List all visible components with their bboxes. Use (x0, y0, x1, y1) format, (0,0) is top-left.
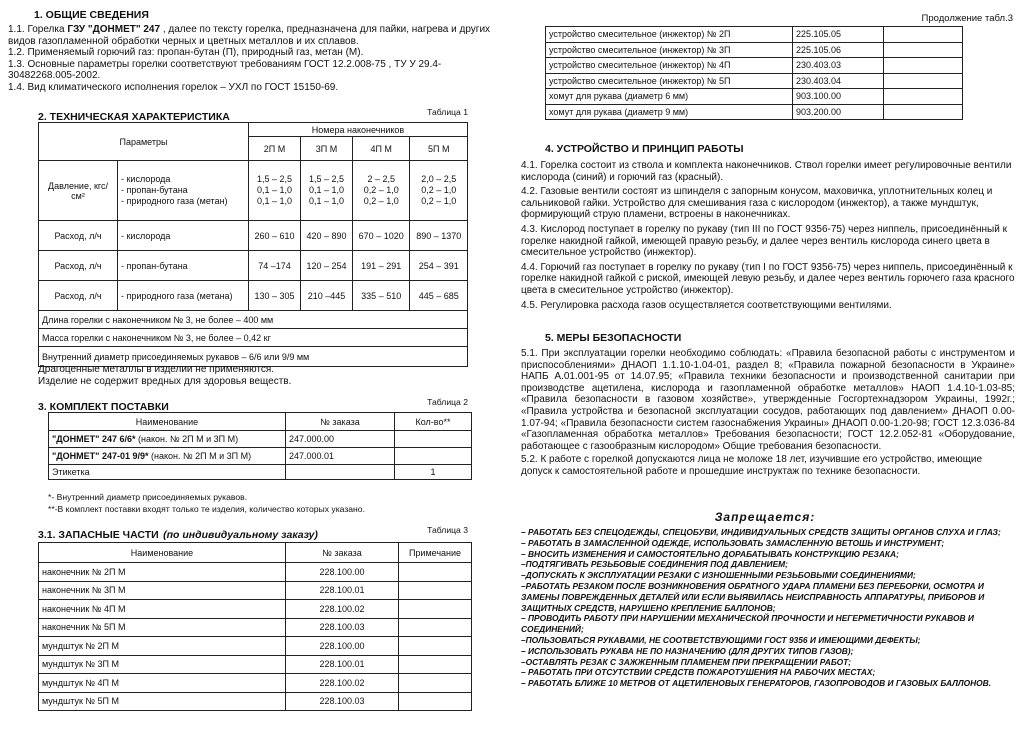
section-3-heading: 3. КОМПЛЕКТ ПОСТАВКИ Таблица 2 (38, 397, 468, 413)
section-31-heading: 3.1. ЗАПАСНЫЕ ЧАСТИ (по индивидуальному заказу) Таблица 3 (38, 525, 468, 541)
forbidden-item: – РАБОТАТЬ ПРИ ОТСУТСТВИИ СРЕДСТВ ПОЖАРОТУШЕНИЯ НА РАБОЧИХ МЕСТАХ; (521, 667, 876, 678)
mass-row: Масса горелки с наконечником № 3, не более – 0,42 кг (39, 329, 468, 347)
forbidden-item: – ИСПОЛЬЗОВАТЬ РУКАВА НЕ ПО НАЗНАЧЕНИЮ (ДЛЯ ДРУГИХ ТИПОВ ГАЗОВ); (521, 645, 854, 656)
section-5-body: 5.1. При эксплуатации горелки необходимо соблюдать: «Правила безопасной работы с инструментом и приспособлениями» ДНАОП 1.1.10-1.04-01, раздел 8; «Правила пожарной безопасности в Украине» НАПБ А.01.001-95 от 14.07.95; «Правила техники безопасности и производственной санитарии при производстве ацетилена, кислорода и газопламенной обработке металлов» НАОП 1.4.10-1.03-85; «Правила безопасности в газовом хозяйстве», утвержденные Госгортехнадзором Украины, 1992г.; «Правила устройства и безопасной эксплуатации сосудов, работающих под давлением» ДНАОП 0.00-1.07-94; «Правила безопасности систем газоснабжения Украины» ДНАОП 0.00-1.20-98; ГОСТ 12.3.036-84 «Газопламенная обработка металлов» Требования безопасности; ГОСТ 12.2.052-81 «Оборудование, работающее с газообразным кислородом» Общие требования безопасности. 5.2. К работе с горелкой допускаются лица не моложе 18 лет, изучившие его устройство, имеющие допуск к самостоятельной работе и прошедшие инструктаж по технике безопасности. (521, 348, 1015, 477)
tip-col-5p: 5П М (410, 137, 468, 161)
diameter-row: Внутренний диаметр присоединяемых рукавов – 6/6 или 9/9 мм (39, 347, 468, 367)
forbidden-item: –ОСТАВЛЯТЬ РЕЗАК С ЗАЖЖЕННЫМ ПЛАМЕНЕМ ПРИ ПРЕКРАЩЕНИИ РАБОТ; (521, 656, 852, 667)
section-1-body (8, 24, 503, 94)
continuation-row: устройство смесительное (инжектор) № 2П 225.105.05 (546, 27, 963, 43)
delivery-row: Этикетка 1 (49, 465, 472, 480)
spare-part-row: наконечник № 3П М 228.100.01 (39, 581, 472, 600)
pressure-row (39, 161, 468, 221)
pressure-gases: - кислорода - пропан-бутана - природного газа (метан) (118, 161, 249, 221)
flow-row-oxygen: Расход, л/ч - кислорода 260 – 610 420 – 890 670 – 1020 890 – 1370 (39, 221, 468, 251)
section-1-title: 1. ОБЩИЕ СВЕДЕНИЯ (34, 9, 149, 21)
table-3-label: Таблица 3 (427, 525, 468, 535)
spare-part-row: мундштук № 3П М 228.100.01 (39, 655, 472, 674)
pressure-2p: 1,5 – 2,5 0,1 – 1,0 0,1 – 1,0 (248, 161, 300, 221)
table-1-label: Таблица 1 (427, 107, 468, 117)
tip-col-3p: 3П М (300, 137, 352, 161)
forbidden-item: – РАБОТАТЬ БЕЗ СПЕЦОДЕЖДЫ, СПЕЦОБУВИ, ИНДИВИДУАЛЬНЫХ СРЕДСТВ ЗАЩИТЫ ОРГАНОВ СЛУХА И ГЛАЗ; (521, 527, 1001, 537)
table-2-label: Таблица 2 (427, 397, 468, 407)
continuation-row: устройство смесительное (инжектор) № 4П 230.403.03 (546, 58, 963, 74)
spare-parts-table: Наименование № заказа Примечание наконечник № 2П М 228.100.00 наконечник № 3П М 228.100.01 наконечник № 4П М 228.100.02 наконечник № 5П М 228.100.03 мундштук № 2П М 228.100.00 мундштук № 3П М 228.100.01 мундштук № 4П М 228.100.02 мундштук № 5П М 228.100.03 (38, 542, 472, 711)
length-row: Длина горелки с наконечником № 3, не более – 400 мм (39, 311, 468, 329)
forbidden-item: –ДОПУСКАТЬ К ЭКСПЛУАТАЦИИ РЕЗАКИ С ИЗНОШЕННЫМИ РЕЗЬБОВЫМИ СОЕДИНЕНИЯМИ; (521, 570, 916, 581)
spare-part-row: мундштук № 2П М 228.100.00 (39, 637, 472, 656)
continuation-row: устройство смесительное (инжектор) № 3П 225.105.06 (546, 42, 963, 58)
flow-row-propane: Расход, л/ч - пропан-бутана 74 –174 120 – 254 191 – 291 254 – 391 (39, 251, 468, 281)
para-1-3: 1.3. Основные параметры горелки соответствуют требованиям ГОСТ 12.2.008-75 , ТУ У 29.4-30482268.005-2002. (8, 58, 442, 82)
delivery-row: "ДОНМЕТ" 247 6/6* (након. № 2П М и 3П М) 247.000.00 (49, 431, 472, 448)
pressure-3p: 1,5 – 2,5 0,1 – 1,0 0,1 – 1,0 (300, 161, 352, 221)
section-5-title: 5. МЕРЫ БЕЗОПАСНОСТИ (545, 332, 682, 344)
spare-part-row: наконечник № 4П М 228.100.02 (39, 600, 472, 619)
tech-spec-table (38, 122, 468, 367)
tip-col-2p: 2П М (248, 137, 300, 161)
continuation-label: Продолжение табл.3 (921, 13, 1013, 24)
continuation-row: хомут для рукава (диаметр 9 мм) 903.200.00 (546, 104, 963, 120)
forbidden-item: – РАБОТАТЬ БЛИЖЕ 10 МЕТРОВ ОТ АЦЕТИЛЕНОВЫХ ГЕНЕРАТОРОВ, ГАЗОПРОВОДОВ И ГАЗОВЫХ БАЛЛОНОВ. (521, 678, 992, 689)
params-header: Параметры (39, 123, 249, 161)
spare-part-row: мундштук № 4П М 228.100.02 (39, 674, 472, 693)
spare-part-row: мундштук № 5П М 228.100.03 (39, 692, 472, 711)
tip-col-4p: 4П М (352, 137, 410, 161)
para-1-1: 1.1. Горелка ГЗУ "ДОНМЕТ" 247 , далее по тексту горелка, предназначена для пайки, нагрева и других видов газопламенной обработки черных и цветных металлов и их сплавов. (8, 24, 491, 47)
continuation-row: хомут для рукава (диаметр 6 мм) 903.100.00 (546, 89, 963, 105)
pressure-4p: 2 – 2,5 0,2 – 1,0 0,2 – 1,0 (352, 161, 410, 221)
continuation-row: устройство смесительное (инжектор) № 5П 230.403.04 (546, 73, 963, 89)
delivery-footnotes: *- Внутренний диаметр присоединяемых рукавов. **-В комплект поставки входят только те изделия, количество которых указано. (48, 492, 365, 514)
section-2-notes: Драгоценные металлы в изделии не применяются. Изделие не содержит вредных для здоровья веществ. (38, 364, 292, 387)
pressure-label: Давление, кгс/см² (39, 161, 118, 221)
forbidden-item: – ВНОСИТЬ ИЗМЕНЕНИЯ И САМОСТОЯТЕЛЬНО ДОРАБАТЫВАТЬ КОНСТРУКЦИЮ РЕЗАКА; (521, 548, 899, 559)
delivery-table: Наименование № заказа Кол-во** "ДОНМЕТ" 247 6/6* (након. № 2П М и 3П М) 247.000.00 "ДОНМЕТ" 247-01 9/9* (након. № 2П М и 3П М) 247.000.01 Этикетка 1 (48, 412, 472, 480)
forbidden-item: – РАБОТАТЬ В ЗАМАСЛЕННОЙ ОДЕЖДЕ, ИСПОЛЬЗОВАТЬ ЗАМАСЛЕННУЮ ВЕТОШЬ И ИНСТРУМЕНТ; (521, 537, 945, 548)
forbidden-item: –ПОДТЯГИВАТЬ РЕЗЬБОВЫЕ СОЕДИНЕНИЯ ПОД ДАВЛЕНИЕМ; (521, 559, 788, 570)
forbidden-item: –РАБОТАТЬ РЕЗАКОМ ПОСЛЕ ВОЗНИКНОВЕНИЯ ОБРАТНОГО УДАРА ПЛАМЕНИ БЕЗ ПЕРЕБОРКИ, ОСМОТРА И ЗАМЕНЫ ПОВРЕЖДЕННЫХ ДЕТАЛЕЙ ИЛИ ЕСЛИ ВЫЯВИЛАСЬ НЕИСПРАВНОСТЬ АППАРАТУРЫ, ПРИБОРОВ И ЗАЩИТНЫХ СРЕДСТВ, НАРУШЕНО КРЕПЛЕНИЕ БАЛЛОНОВ; (521, 580, 985, 613)
section-4-body: 4.1. Горелка состоит из ствола и комплекта наконечников. Ствол горелки имеет регулировочные вентили кислорода (синий) и горючий газ (красный). 4.2. Газовые вентили состоят из шпинделя с запорным конусом, маховичка, уплотнительных колец и сальниковой гайки. Устройство для смешивания газа с кислородом (инжектор), а также мундштук, формирующий струю пламени, встроены в наконечниках. 4.3. Кислород поступает в горелку по рукаву (тип III по ГОСТ 9356-75) через ниппель, присоединённый к горелке накидной гайкой, имеющей правую резьбу, и далее через вентиль кислорода синего цвета в смесительное устройство (инжектор). 4.4. Горючий газ поступает в горелку по рукаву (тип I по ГОСТ 9356-75) через ниппель, присоединённый к горелке накидной гайкой с риской, имеющей левую резьбу, и далее через вентиль горючего газа красного цвета в смесительное устройство (инжектор). 4.5. Регулировка расхода газов осуществляется соответствующими вентилями. (521, 160, 1015, 311)
para-1-2: 1.2. Применяемый горючий газ: пропан-бутан (П), природный газ, метан (М). (8, 47, 364, 59)
spare-part-row: наконечник № 5П М 228.100.03 (39, 618, 472, 637)
spare-part-row: наконечник № 2П М 228.100.00 (39, 563, 472, 582)
tips-header: Номера наконечников (248, 123, 467, 137)
forbidden-item: –ПОЛЬЗОВАТЬСЯ РУКАВАМИ, НЕ СООТВЕТСТВУЮЩИМИ ГОСТ 9356 И ИМЕЮЩИМИ ДЕФЕКТЫ; (521, 634, 921, 645)
forbidden-list (517, 527, 1013, 689)
pressure-5p: 2,0 – 2,5 0,2 – 1,0 0,2 – 1,0 (410, 161, 468, 221)
section-2-heading: 2. ТЕХНИЧЕСКАЯ ХАРАКТЕРИСТИКА Таблица 1 (38, 107, 468, 123)
continuation-table (545, 26, 963, 120)
para-1-4: 1.4. Вид климатического исполнения горелок – УХЛ по ГОСТ 15150-69. (8, 81, 339, 93)
flow-row-methane: Расход, л/ч - природного газа (метана) 130 – 305 210 –445 335 – 510 445 – 685 (39, 281, 468, 311)
forbidden-item: – ПРОВОДИТЬ РАБОТУ ПРИ НАРУШЕНИИ МЕХАНИЧЕСКОЙ ПРОЧНОСТИ И НЕГЕРМЕТИЧНОСТИ РУКАВОВ И СОЕДИНЕНИЙ; (521, 613, 974, 635)
section-4-title: 4. УСТРОЙСТВО И ПРИНЦИП РАБОТЫ (545, 143, 744, 155)
forbidden-title: Запрещается: (714, 510, 816, 524)
delivery-row: "ДОНМЕТ" 247-01 9/9* (након. № 2П М и 3П М) 247.000.01 (49, 448, 472, 465)
